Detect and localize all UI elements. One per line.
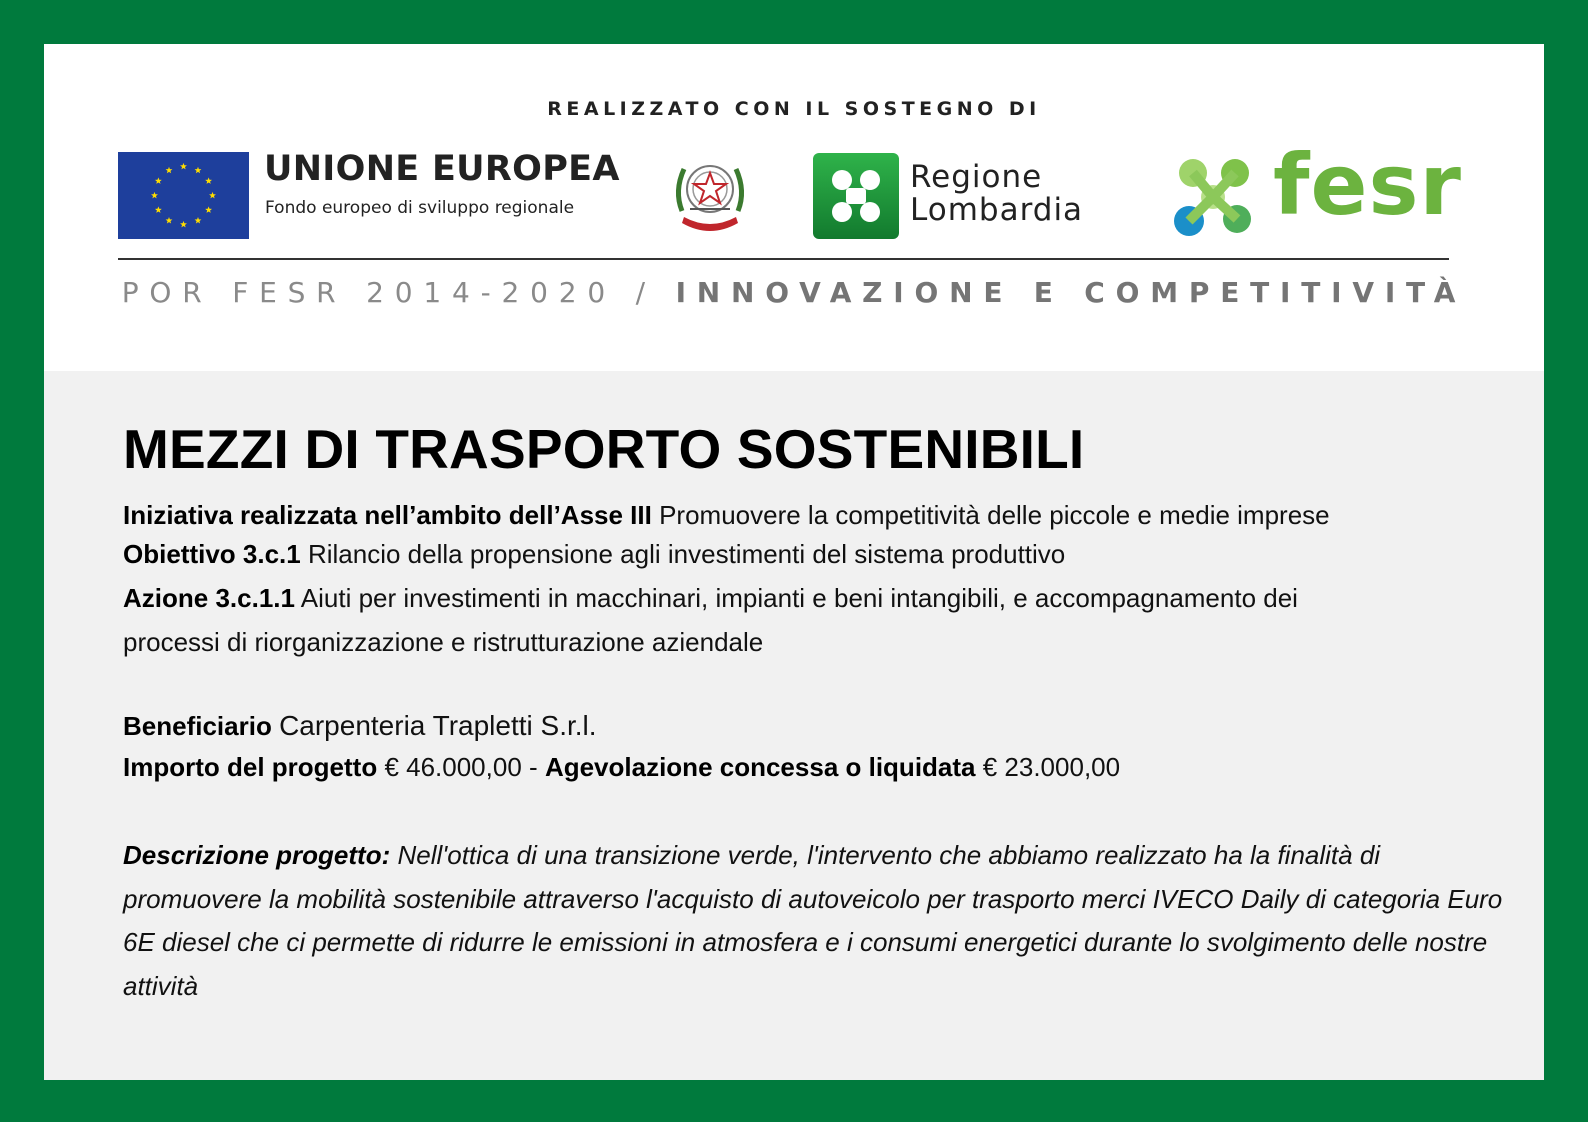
fesr-text: fesr bbox=[1273, 136, 1462, 234]
header-band bbox=[44, 44, 1544, 371]
regione-line: Regione bbox=[910, 159, 1043, 195]
azione-value: Aiuti per investimenti in macchinari, impianti e beni intangibili, e accompagnamento dei bbox=[300, 583, 1298, 613]
eu-subtitle: Fondo europeo di sviluppo regionale bbox=[265, 198, 575, 218]
asse-value: Promuovere la competitività delle piccole e medie imprese bbox=[659, 500, 1330, 530]
azione-label: Azione 3.c.1.1 bbox=[123, 583, 295, 613]
eu-title: UNIONE EUROPEA bbox=[264, 149, 620, 189]
project-description bbox=[123, 834, 1513, 1008]
poster-frame bbox=[44, 44, 1544, 1080]
lombardia-line: Lombardia bbox=[910, 192, 1084, 228]
divider bbox=[118, 258, 1449, 260]
obiettivo-value: Rilancio della propensione agli investimenti del sistema produttivo bbox=[307, 539, 1066, 569]
eu-flag-icon bbox=[118, 152, 249, 239]
obiettivo-label: Obiettivo 3.c.1 bbox=[123, 539, 301, 569]
beneficiario-value: Carpenteria Trapletti S.r.l. bbox=[279, 710, 597, 741]
description-label: Descrizione progetto: bbox=[123, 840, 391, 870]
importo-separator: - bbox=[529, 752, 538, 782]
importo-value: € 46.000,00 bbox=[384, 752, 522, 782]
program-line bbox=[44, 276, 1544, 309]
page-title: MEZZI DI TRASPORTO SOSTENIBILI bbox=[123, 418, 1085, 480]
italian-republic-emblem-icon bbox=[670, 151, 750, 239]
support-text: REALIZZATO CON IL SOSTEGNO DI bbox=[547, 98, 1041, 120]
importo-row bbox=[123, 752, 1120, 783]
fesr-molecule-icon bbox=[1165, 151, 1261, 245]
beneficiario-row bbox=[123, 710, 597, 742]
asse-label: Iniziativa realizzata nell’ambito dell’Asse III bbox=[123, 500, 652, 530]
azione-row bbox=[123, 583, 1298, 614]
asse-row bbox=[123, 500, 1330, 531]
description-text: Nell'ottica di una transizione verde, l'intervento che abbiamo realizzato ha la finalità di promuovere la mobilità sostenibile attraverso l'acquisto di autoveicolo per trasporto merci IVECO Daily di categoria Euro 6E diesel che ci permette di ridurre le emissioni in atmosfera e i consumi energetici durante lo svolgimento delle nostre attività bbox=[123, 840, 1503, 1001]
regione-lombardia-text bbox=[910, 161, 1083, 227]
agevolazione-label: Agevolazione concessa o liquidata bbox=[544, 752, 976, 782]
beneficiario-label: Beneficiario bbox=[123, 711, 272, 741]
importo-label: Importo del progetto bbox=[123, 752, 378, 782]
obiettivo-row bbox=[123, 539, 1065, 570]
program-period: POR FESR 2014-2020 / bbox=[121, 276, 676, 309]
azione-row-cont: processi di riorganizzazione e ristrutturazione aziendale bbox=[123, 627, 764, 657]
regione-lombardia-cross-icon bbox=[812, 152, 900, 240]
program-axis: INNOVAZIONE E COMPETITIVITÀ bbox=[675, 276, 1467, 309]
agevolazione-value: € 23.000,00 bbox=[982, 752, 1121, 782]
